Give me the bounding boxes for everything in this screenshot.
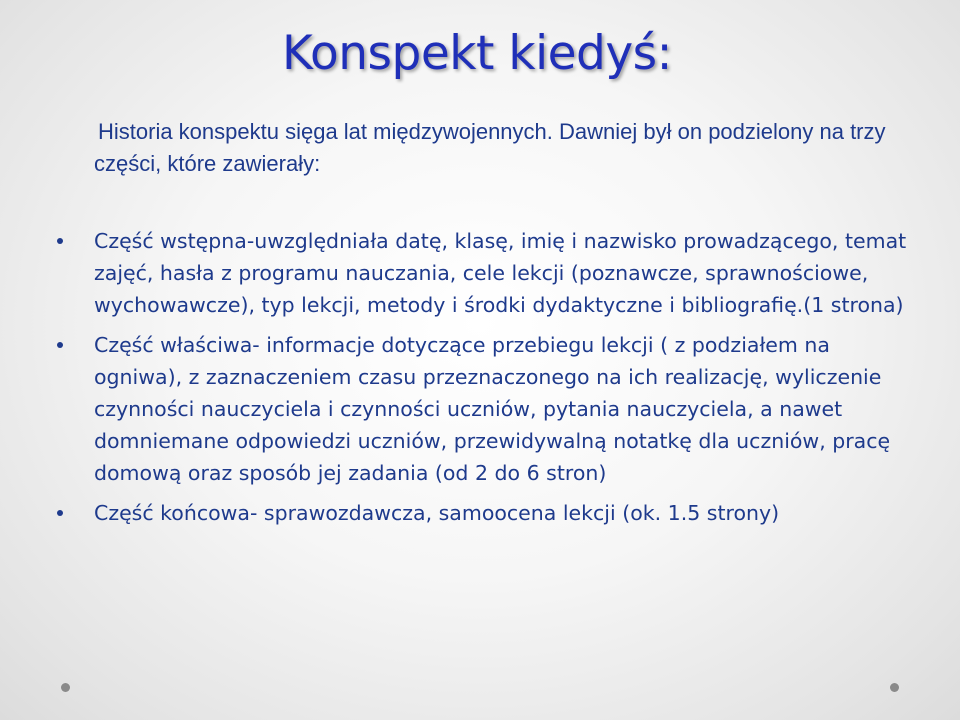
decorative-dot-icon <box>61 683 70 692</box>
bullet-text: Część wstępna-uwzględniała datę, klasę, imię i nazwisko prowadzącego, temat zajęć, hasła z programu nauczania, cele lekcji (poznawcze, sprawnościowe, wychowawcze), typ lekcji, metody i środki dydaktyczne i bibliografię.(1 strona) <box>94 229 907 317</box>
bullet-item-final-part <box>0 497 960 529</box>
bullet-item-intro-part <box>0 225 960 321</box>
bullet-text: Część końcowa- sprawozdawcza, samoocena lekcji (ok. 1.5 strony) <box>94 501 780 525</box>
bullet-dot-icon <box>57 238 63 244</box>
bullet-dot-icon <box>57 510 63 516</box>
bullet-list <box>0 225 960 537</box>
bullet-dot-icon <box>57 342 63 348</box>
bullet-item-main-part <box>0 329 960 489</box>
slide-title: Konspekt kiedyś: <box>282 26 673 81</box>
intro-paragraph: Historia konspektu sięga lat międzywojennych. Dawniej był on podzielony na trzy części, które zawierały: <box>94 119 886 176</box>
bullet-text: Część właściwa- informacje dotyczące przebiegu lekcji ( z podziałem na ogniwa), z zaznaczeniem czasu przeznaczonego na ich realizację, wyliczenie czynności nauczyciela i czynności uczniów, pytania nauczyciela, a nawet domniemane odpowiedzi uczniów, przewidywalną notatkę dla uczniów, pracę domową oraz sposób jej zadania (od 2 do 6 stron) <box>94 333 891 485</box>
decorative-dot-icon <box>890 683 899 692</box>
